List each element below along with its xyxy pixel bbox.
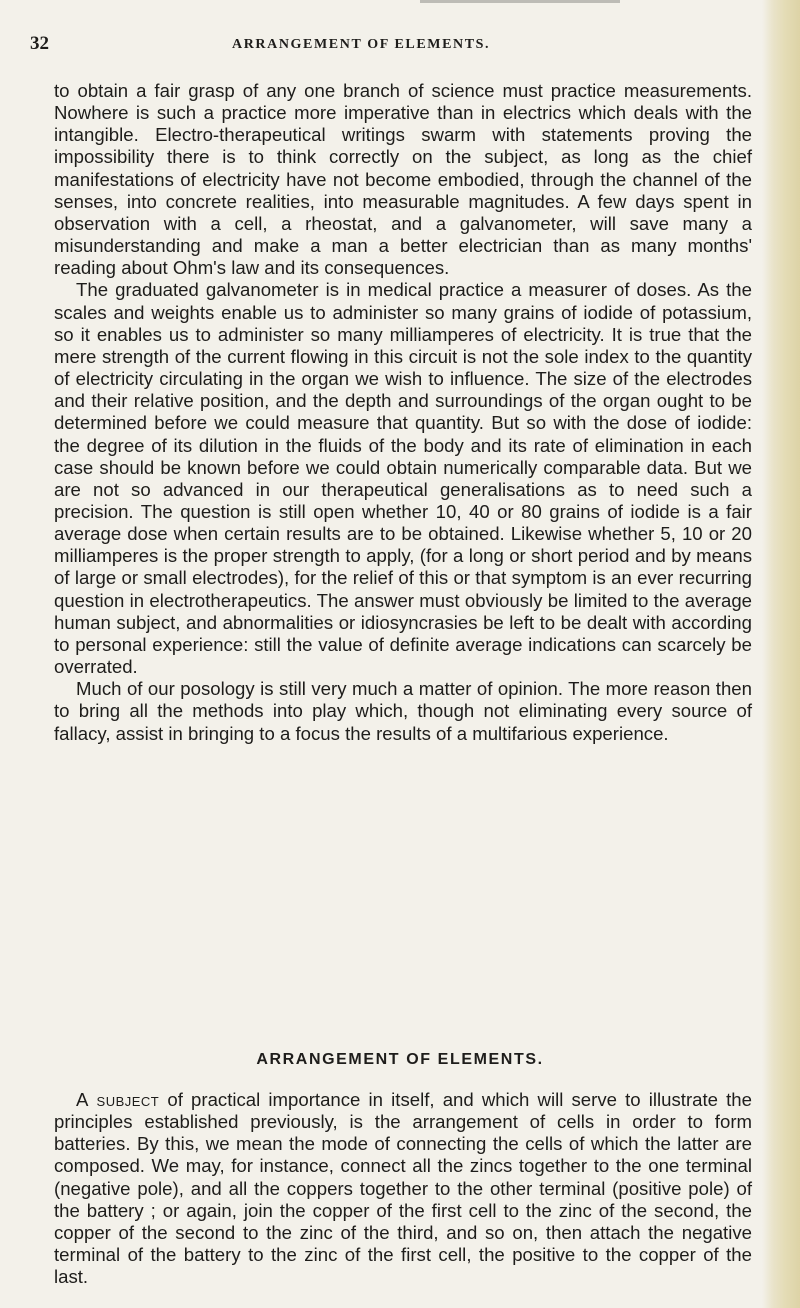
running-head: ARRANGEMENT OF ELEMENTS. <box>232 37 491 52</box>
lead-word: A subject <box>76 1089 160 1110</box>
paragraph-arrangement <box>54 1089 752 1288</box>
page-header <box>30 34 770 56</box>
paragraph-posology: Much of our posology is still very much a matter of opinion. The more reason then to bring all the methods into play which, though not eliminating every source of fallacy, assist in bringing to a focus the results of a multifarious experience. <box>54 678 752 744</box>
top-rule <box>420 0 620 3</box>
section-heading-text: ARRANGEMENT OF ELEMENTS. <box>256 1051 544 1068</box>
section-heading <box>0 1051 800 1069</box>
page-number: 32 <box>30 33 49 54</box>
paragraph-continuation: to obtain a fair grasp of any one branch of science must practice measurements. Nowhere is such a practice more imperative than in electrics which deals with the intangible. Electro-therapeutical writings swarm with statements proving the impossibility there is to think correctly on the subject, as long as the chief manifestations of electricity have not become embodied, through the channel of the senses, into concrete realities, into measurable magnitudes. A few days spent in observation with a cell, a rheostat, and a galvanometer, will save many a misunderstanding and make a man a better electrician than as many months' reading about Ohm's law and its consequences. <box>54 80 752 279</box>
paragraph-arrangement-text: of practical importance in itself, and which will serve to illustrate the principles established previously, is the arrangement of cells in order to form batteries. By this, we mean the mode of connecting the cells of which the latter are composed. We may, for instance, connect all the zincs together to the one terminal (negative pole), and all the coppers together to the other terminal (positive pole) of the battery ; or again, join the copper of the first cell to the zinc of the second, the copper of the second to the zinc of the third, and so on, then attach the negative terminal of the battery to the zinc of the first cell, the positive to the copper of the last. <box>54 1089 752 1288</box>
page-edge-shadow <box>762 0 800 1308</box>
body-text <box>54 80 752 745</box>
section-body <box>54 1089 752 1288</box>
paragraph-galvanometer: The graduated galvanometer is in medical practice a measurer of doses. As the scales and weights enable us to administer so many grains of iodide of potassium, so it enables us to administer so many milliamperes of electricity. It is true that the mere strength of the current flowing in this circuit is not the sole index to the quantity of electricity circulating in the organ we wish to influence. The size of the electrodes and their relative position, and the depth and surroundings of the organ ought to be determined before we could measure that quantity. But so with the dose of iodide: the degree of its dilution in the fluids of the body and its rate of elimination in each case should be known before we could obtain numerically comparable data. But we are not so advanced in our therapeutical generalisations as to need such a precision. The question is still open whether 10, 40 or 80 grains of iodide is a fair average dose when certain results are to be obtained. Likewise whether 5, 10 or 20 milliamperes is the proper strength to apply, (for a long or short period and by means of large or small electrodes), for the relief of this or that symptom is an ever recurring question in electrotherapeutics. The answer must obviously be limited to the average human subject, and abnormalities or idiosyncrasies be left to be dealt with according to personal experience: still the value of definite average indications can scarcely be overrated. <box>54 279 752 678</box>
